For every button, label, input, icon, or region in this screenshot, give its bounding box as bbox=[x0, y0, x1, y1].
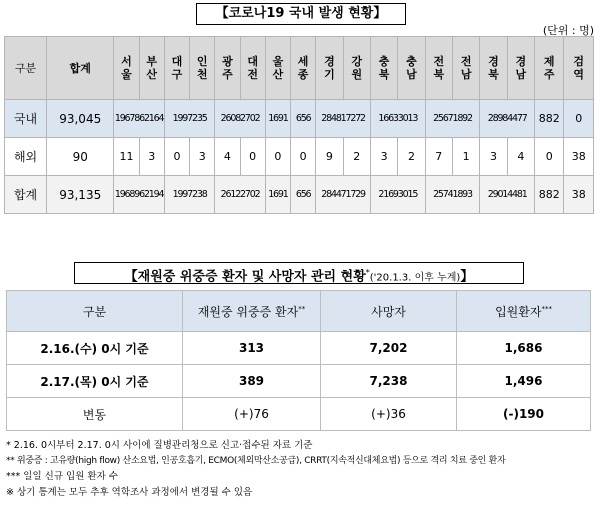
cell: 1997235 bbox=[164, 100, 214, 138]
cell: 11 bbox=[114, 138, 139, 176]
cell: 16633013 bbox=[370, 100, 425, 138]
cell: 28984477 bbox=[480, 100, 535, 138]
row-label: 해외 bbox=[5, 138, 47, 176]
cell: 0 bbox=[164, 138, 189, 176]
row-total: 93,135 bbox=[47, 176, 114, 214]
row-label: 2.16.(수) 0시 기준 bbox=[7, 332, 183, 365]
header-region: 서울 bbox=[114, 37, 139, 100]
footnote: ** 위중증 : 고유량(high flow) 산소요법, 인공호흡기, ECMO(체외막산소공급), CRRT(지속적신대체요법) 등으로 격리 치료 중인 환자 bbox=[6, 455, 506, 466]
cell: 1997238 bbox=[164, 176, 214, 214]
cell: 3 bbox=[480, 138, 507, 176]
footnote: *** 일일 신규 입원 환자 수 bbox=[6, 471, 118, 482]
header-region: 충북 bbox=[370, 37, 397, 100]
row-label: 국내 bbox=[5, 100, 47, 138]
table1-title: 【코로나19 국내 발생 현황】 bbox=[196, 3, 406, 25]
table-row bbox=[7, 398, 591, 431]
cell: 0 bbox=[265, 138, 290, 176]
cell: 882 bbox=[535, 176, 564, 214]
cell: 25671892 bbox=[425, 100, 480, 138]
cell: 38 bbox=[564, 138, 594, 176]
header-region: 세종 bbox=[291, 37, 316, 100]
cell: 21693015 bbox=[370, 176, 425, 214]
cell-critical: 389 bbox=[183, 365, 321, 398]
header-total: 합계 bbox=[47, 37, 114, 100]
cell: 882 bbox=[535, 100, 564, 138]
header-region: 검역 bbox=[564, 37, 594, 100]
cell: 1968962194 bbox=[114, 176, 164, 214]
row-label: 2.17.(목) 0시 기준 bbox=[7, 365, 183, 398]
cell-admitted: (-)190 bbox=[457, 398, 591, 431]
cell: 9 bbox=[316, 138, 343, 176]
cell: 0 bbox=[535, 138, 564, 176]
header-category: 구분 bbox=[7, 291, 183, 332]
cell: 26122702 bbox=[215, 176, 265, 214]
row-total: 93,045 bbox=[47, 100, 114, 138]
cell: 3 bbox=[370, 138, 397, 176]
cell: 656 bbox=[291, 176, 316, 214]
cell: 1691 bbox=[265, 176, 290, 214]
cell: 7 bbox=[425, 138, 452, 176]
header-region: 경북 bbox=[480, 37, 507, 100]
table-row-domestic bbox=[5, 100, 594, 138]
cell: 0 bbox=[240, 138, 265, 176]
cell-deaths: (+)36 bbox=[321, 398, 457, 431]
row-label: 변동 bbox=[7, 398, 183, 431]
footnote: ※ 상기 통계는 모두 추후 역학조사 과정에서 변경될 수 있음 bbox=[6, 486, 253, 498]
critical-deaths-table bbox=[6, 290, 591, 431]
table1-header-row bbox=[5, 37, 594, 100]
cell: 1691 bbox=[265, 100, 290, 138]
table2-header-row bbox=[7, 291, 591, 332]
cell-critical: 313 bbox=[183, 332, 321, 365]
header-region: 충남 bbox=[398, 37, 425, 100]
cell: 0 bbox=[291, 138, 316, 176]
header-region: 광주 bbox=[215, 37, 240, 100]
footnotes bbox=[6, 438, 596, 500]
cell: 3 bbox=[139, 138, 164, 176]
header-category: 구분 bbox=[5, 37, 47, 100]
header-region: 대전 bbox=[240, 37, 265, 100]
header-region: 인천 bbox=[190, 37, 215, 100]
cell: 29014481 bbox=[480, 176, 535, 214]
header-critical: 재원중 위중증 환자** bbox=[183, 291, 321, 332]
domestic-status-table bbox=[4, 36, 594, 214]
cell-admitted: 1,686 bbox=[457, 332, 591, 365]
table2-title: 【재원중 위중증 환자 및 사망자 관리 현황*('20.1.3. 이후 누계)】 bbox=[74, 262, 524, 284]
footnote: * 2.16. 0시부터 2.17. 0시 사이에 질병관리청으로 신고·접수된 자료 기준 bbox=[6, 440, 313, 451]
cell: 4 bbox=[215, 138, 240, 176]
header-region: 제주 bbox=[535, 37, 564, 100]
header-region: 강원 bbox=[343, 37, 370, 100]
header-region: 경기 bbox=[316, 37, 343, 100]
cell: 656 bbox=[291, 100, 316, 138]
cell: 2 bbox=[398, 138, 425, 176]
cell: 25741893 bbox=[425, 176, 480, 214]
cell: 284817272 bbox=[316, 100, 371, 138]
row-total: 90 bbox=[47, 138, 114, 176]
cell: 284471729 bbox=[316, 176, 371, 214]
table-row bbox=[7, 332, 591, 365]
cell: 4 bbox=[507, 138, 534, 176]
cell-admitted: 1,496 bbox=[457, 365, 591, 398]
cell: 2 bbox=[343, 138, 370, 176]
cell: 38 bbox=[564, 176, 594, 214]
header-region: 울산 bbox=[265, 37, 290, 100]
header-admitted: 입원환자*** bbox=[457, 291, 591, 332]
cell: 3 bbox=[190, 138, 215, 176]
header-region: 부산 bbox=[139, 37, 164, 100]
cell-critical: (+)76 bbox=[183, 398, 321, 431]
header-region: 전남 bbox=[452, 37, 479, 100]
cell: 1967862164 bbox=[114, 100, 164, 138]
cell-deaths: 7,238 bbox=[321, 365, 457, 398]
table-row-overseas bbox=[5, 138, 594, 176]
header-deaths: 사망자 bbox=[321, 291, 457, 332]
table-row bbox=[7, 365, 591, 398]
cell: 0 bbox=[564, 100, 594, 138]
cell: 26082702 bbox=[215, 100, 265, 138]
header-region: 대구 bbox=[164, 37, 189, 100]
cell-deaths: 7,202 bbox=[321, 332, 457, 365]
header-region: 전북 bbox=[425, 37, 452, 100]
table-row-total bbox=[5, 176, 594, 214]
row-label: 합계 bbox=[5, 176, 47, 214]
header-region: 경남 bbox=[507, 37, 534, 100]
unit-note: (단위 : 명) bbox=[542, 24, 594, 37]
cell: 1 bbox=[452, 138, 479, 176]
